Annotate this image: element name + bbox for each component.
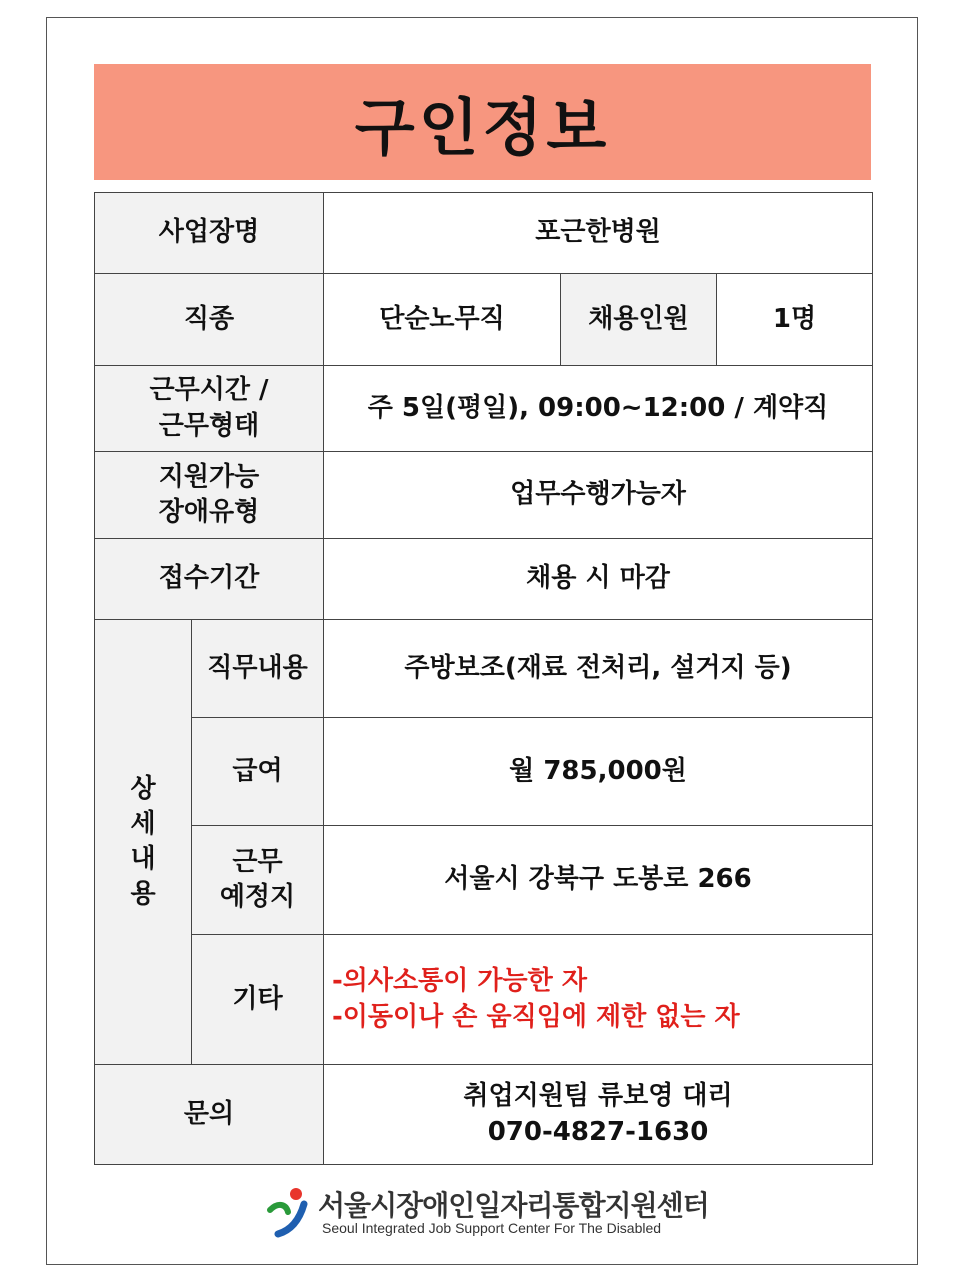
duty-label: 직무내용 [192,620,324,718]
period-value: 채용 시 마감 [324,539,873,620]
location-value: 서울시 강북구 도봉로 266 [324,826,873,935]
contact-value [324,1065,873,1165]
hours-label-line1: 근무시간 / [149,375,269,406]
hours-label [95,366,324,452]
org-name-ko: 서울시장애인일자리통합지원센터 [318,1189,709,1222]
details-group-text: 상세내용 [130,773,156,910]
details-group-label [95,620,192,1065]
job-label: 직종 [95,274,324,366]
hours-row [95,366,873,452]
etc-value [324,935,873,1065]
org-logo-icon [264,1186,312,1238]
disability-label [95,452,324,539]
company-value: 포근한병원 [324,193,873,274]
location-label-line1: 근무 [232,846,283,877]
disability-value: 업무수행가능자 [324,452,873,539]
disability-label-line2: 장애유형 [158,497,260,527]
page-title: 구인정보 [354,90,611,164]
disability-label-line1: 지원가능 [158,461,260,492]
hire-count-label: 채용인원 [561,274,717,366]
job-value: 단순노무직 [324,274,561,366]
footer-logo [264,1184,744,1244]
title-banner [94,64,871,180]
location-label [192,826,324,935]
etc-row [95,935,873,1065]
location-label-line2: 예정지 [219,882,296,912]
contact-phone: 070-4827-1630 [487,1116,709,1147]
location-row [95,826,873,935]
job-row [95,274,873,366]
contact-person: 취업지원팀 류보영 대리 [463,1081,733,1112]
job-info-table [94,192,873,1165]
hours-label-line2: 근무형태 [158,410,260,441]
duty-value: 주방보조(재료 전처리, 설거지 등) [324,620,873,718]
hire-count-value: 1명 [717,274,873,366]
salary-label: 급여 [192,718,324,826]
period-row [95,539,873,620]
org-name-en: Seoul Integrated Job Support Center For The Disabled [322,1220,662,1236]
contact-label: 문의 [95,1065,324,1165]
contact-row [95,1065,873,1165]
duty-row [95,620,873,718]
salary-row [95,718,873,826]
salary-value: 월 785,000원 [324,718,873,826]
period-label: 접수기간 [95,539,324,620]
disability-row [95,452,873,539]
company-label: 사업장명 [95,193,324,274]
hours-value: 주 5일(평일), 09:00~12:00 / 계약직 [324,366,873,452]
company-row [95,193,873,274]
etc-line1: -의사소통이 가능한 자 [332,966,587,997]
etc-line2: -이동이나 손 움직임에 제한 없는 자 [332,1001,740,1032]
etc-label: 기타 [192,935,324,1065]
